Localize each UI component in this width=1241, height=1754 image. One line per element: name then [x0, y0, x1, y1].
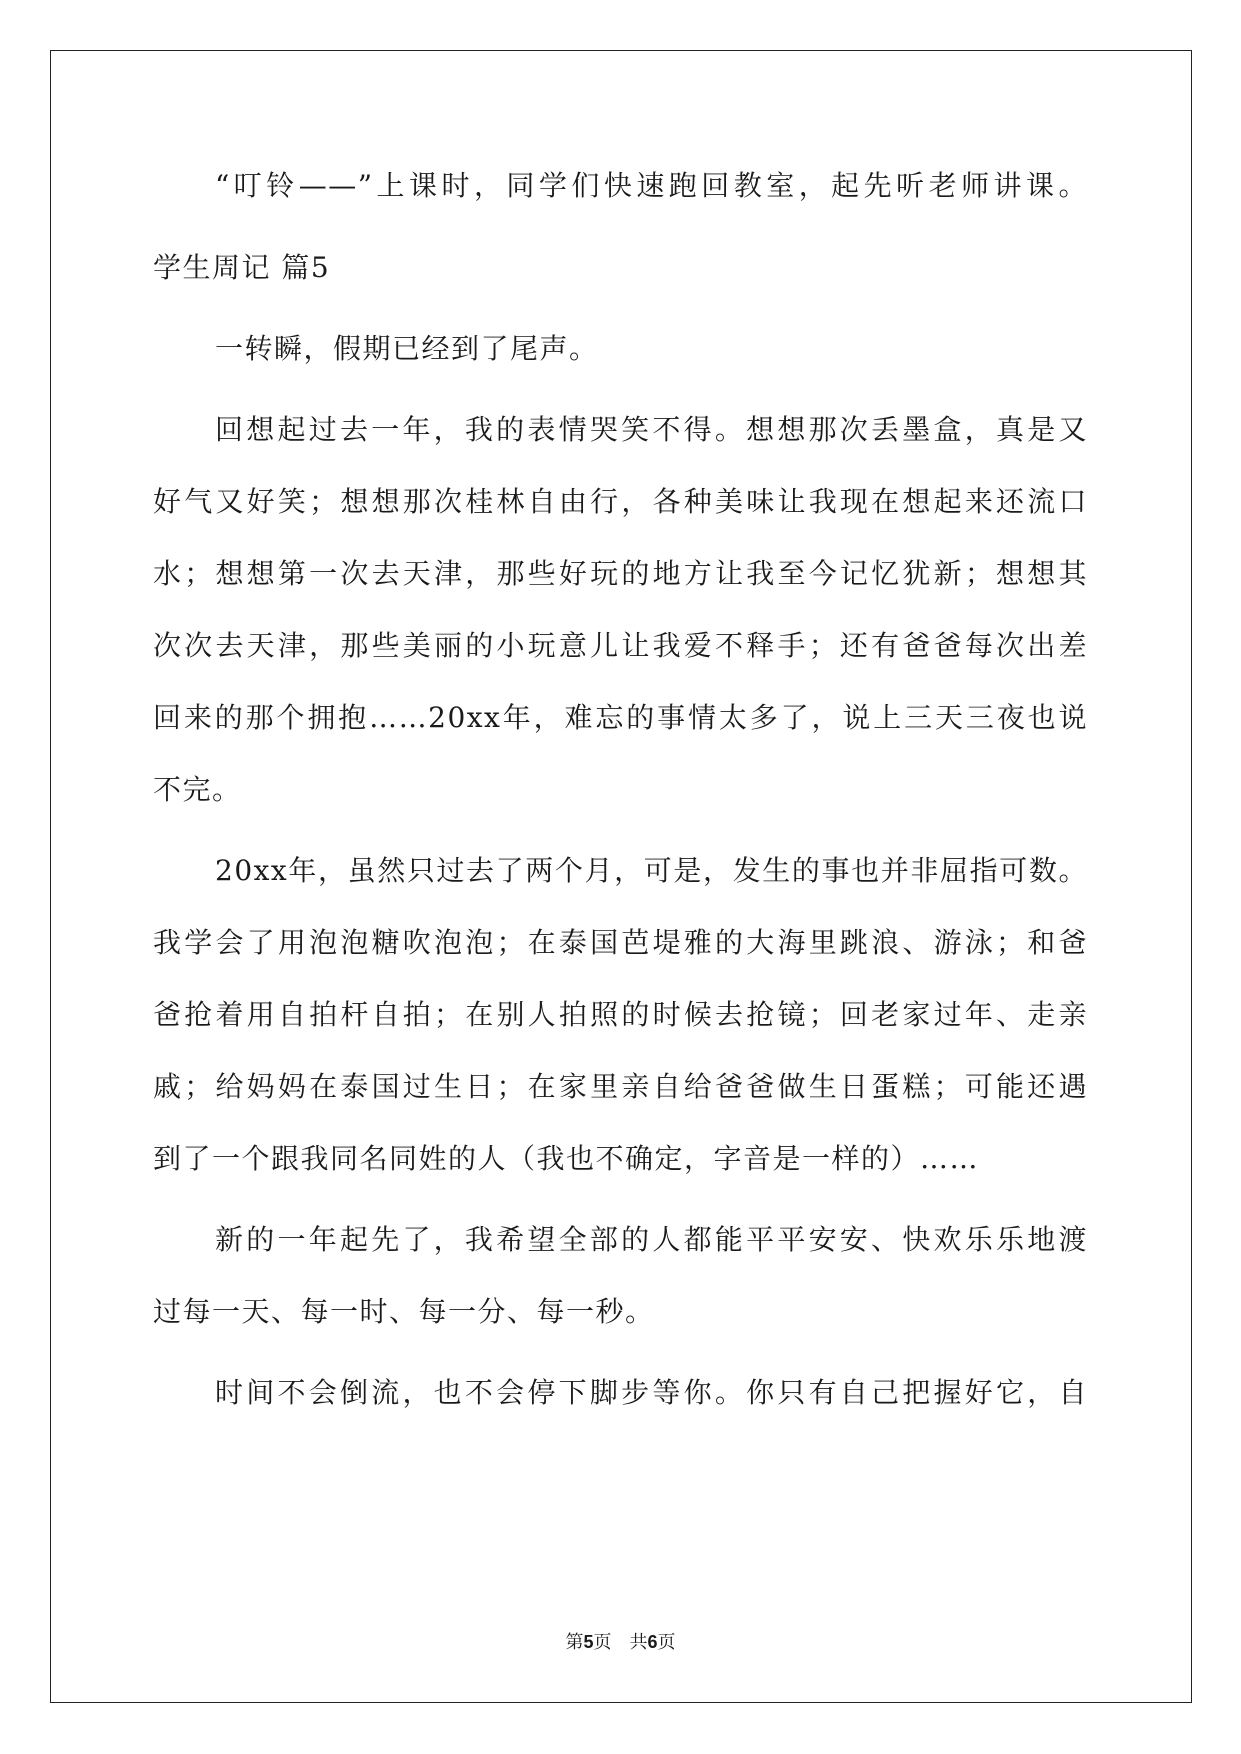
paragraph-line: 次次去天津，那些美丽的小玩意儿让我爱不释手；还有爸爸每次出差 [153, 629, 1088, 662]
paragraph-line: 时间不会倒流，也不会停下脚步等你。你只有自己把握好它，自 [215, 1376, 1088, 1409]
total-pages: 6 [647, 1632, 658, 1652]
page-footer [0, 1630, 1241, 1655]
paragraph-line: “叮铃——”上课时，同学们快速跑回教室，起先听老师讲课。 [215, 169, 1088, 202]
paragraph-line: 20xx年，虽然只过去了两个月，可是，发生的事也并非屈指可数。 [215, 854, 1088, 887]
page-unit: 页 [593, 1632, 612, 1653]
paragraph-line: 水；想想第一次去天津，那些好玩的地方让我至今记忆犹新；想想其 [153, 557, 1088, 590]
paragraph-line: 爸抢着用自拍杆自拍；在别人拍照的时候去抢镜；回老家过年、走亲 [153, 998, 1088, 1031]
paragraph-line: 我学会了用泡泡糖吹泡泡；在泰国芭堤雅的大海里跳浪、游泳；和爸 [153, 926, 1088, 959]
paragraph-line: 过每一天、每一时、每一分、每一秒。 [153, 1295, 655, 1328]
paragraph-line: 一转瞬，假期已经到了尾声。 [215, 332, 599, 365]
paragraph-line: 不完。 [153, 773, 242, 806]
total-prefix: 共 [629, 1632, 648, 1653]
paragraph-line: 新的一年起先了，我希望全部的人都能平平安安、快欢乐乐地渡 [215, 1223, 1088, 1256]
page-number: 5 [583, 1632, 594, 1652]
section-heading: 学生周记 篇5 [153, 251, 331, 284]
paragraph-line: 回来的那个拥抱……20xx年，难忘的事情太多了，说上三天三夜也说 [153, 701, 1088, 734]
total-unit: 页 [657, 1632, 676, 1653]
paragraph-line: 好气又好笑；想想那次桂林自由行，各种美味让我现在想起来还流口 [153, 485, 1088, 518]
paragraph-line: 到了一个跟我同名同姓的人（我也不确定，字音是一样的）…… [153, 1142, 980, 1175]
paragraph-line: 回想起过去一年，我的表情哭笑不得。想想那次丢墨盒，真是又 [215, 413, 1088, 446]
page-prefix: 第 [565, 1632, 584, 1653]
paragraph-line: 戚；给妈妈在泰国过生日；在家里亲自给爸爸做生日蛋糕；可能还遇 [153, 1070, 1088, 1103]
